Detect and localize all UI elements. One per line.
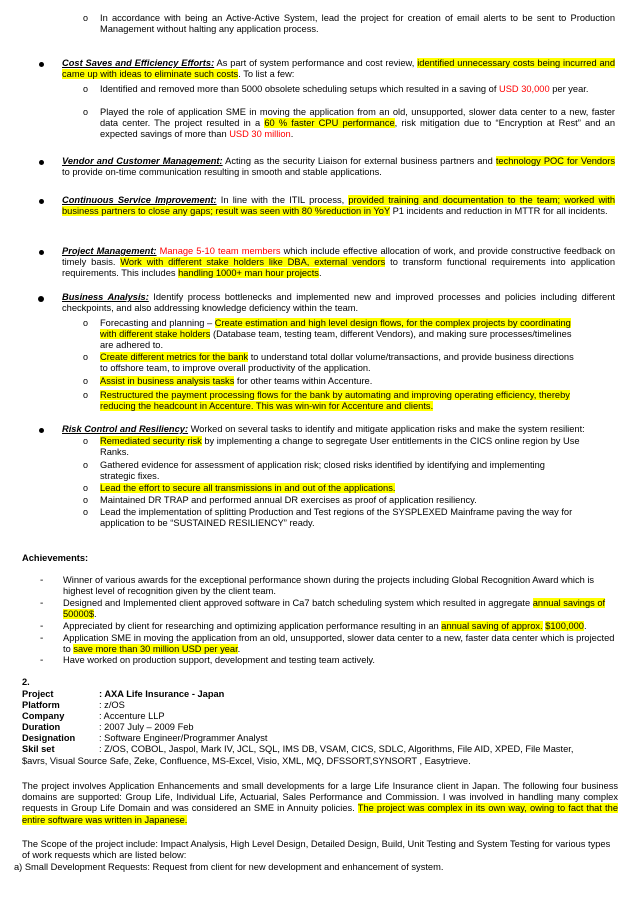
sub-bullet-transmissions: Lead the effort to secure all transmissions in and out of the applications. [100,483,396,493]
skillset-continued: $avrs, Visual Source Safe, Zeke, Confluence, MS-Excel, Visio, XML, MQ, DFSSORT,SYNSORT , Easytrieve. [22,756,471,766]
achievement-optimization: Appreciated by client for researching and optimizing application performance resulting in an annual saving of approx. $100,000. [63,621,587,631]
bullet-marker [39,160,44,165]
sub-bullet-marker: o [83,84,89,94]
bullet-marker [39,199,44,204]
achievement-support: Have worked on production support, development and testing team actively. [63,655,375,665]
bullet-risk-control: Risk Control and Resiliency: Worked on several tasks to identify and mitigate application risks and make the system resilient: [62,424,585,434]
dash-marker: - [40,575,44,586]
sub-bullet-marker: o [83,436,89,446]
sub-bullet-marker: o [83,390,89,400]
sub-bullet-assist: Assist in business analysis tasks for other teams within Accenture. [100,376,373,386]
company-label: Company [22,711,65,721]
sub-bullet-marker: o [83,460,89,470]
sub-bullet-marker: o [83,376,89,386]
achievement-awards: Winner of various awards for the exceptional performance shown during the projects including Global Recognition Award which is highest level of recognition given by the client team. [63,575,595,597]
achievements-heading: Achievements: [22,553,89,563]
sub-bullet-sysplexed: Lead the implementation of splitting Production and Test regions of the SYSPLEXED Mainframe paving the way for application to be “SUSTAINED RESILIENCY” ready. [100,507,573,529]
designation-label: Designation [22,733,76,743]
dash-marker: - [40,598,44,609]
bullet-marker [38,296,44,302]
designation-value: : Software Engineer/Programmer Analyst [99,733,268,743]
sub-bullet-marker: o [83,495,89,505]
dash-marker: - [40,633,44,644]
platform-value: : z/OS [99,700,125,710]
bullet-marker [39,62,44,67]
sub-bullet-restructured: Restructured the payment processing flows for the bank by automating and improving operating efficiency, thereby reducing the headcount in Accenture. This was win-win for Accenture and clients. [100,390,570,412]
project-scope: The Scope of the project include: Impact Analysis, High Level Design, Detailed Design, Build, Unit Testing and System Testing for various types of work requests which are listed below: [22,839,611,861]
sub-bullet-security-risk: Remediated security risk by implementing a change to segregate User entitlements in the CICS online region by Use Ranks. [100,436,580,458]
skillset-value: : Z/OS, COBOL, Jaspol, Mark IV, JCL, SQL, IMS DB, VSAM, CICS, SDLC, Algorithms, File AID, XPED, File Master, [99,744,574,754]
sub-bullet-marker: o [83,483,89,493]
project-description: The project involves Application Enhancements and small developments for a large Life Insurance client in Japan. The following four business domains are supported: Group Life, Individual Life, Actuarial, Sales Performance and Commission. I was involved in handling many complex requests in Group Life Domain and was considered an SME in Annuity policies. The project was complex in its own way, owing to fact that the entire software was written in Japanese. [22,781,618,825]
bullet-marker [39,250,44,255]
achievement-sme: Application SME in moving the application from an old, unsupported, slower data center to a new, faster data center which is projected to save more than 30 million USD per year. [63,633,615,655]
platform-label: Platform [22,700,60,710]
work-request-item: a) Small Development Requests: Request from client for new development and enhancement of system. [14,862,444,872]
project-value: : AXA Life Insurance - Japan [99,689,225,699]
project-label: Project [22,689,54,699]
bullet-continuous-service: Continuous Service Improvement: In line with the ITIL process, provided training and documentation to the team; worked with business partners to close any gaps; result was seen with 80 %reduction in YoY P1 incidents and reduction in MTTR for all incidents. [62,195,615,217]
duration-label: Duration [22,722,61,732]
sub-bullet-data-center: Played the role of application SME in moving the application from an old, unsupported, slower data center to a new, faster data center. The project resulted in a 60 % faster CPU performance, risk mitigation due to “Encryption at Rest” and an expected savings of more than USD 30 million. [100,107,615,140]
sub-bullet-evidence: Gathered evidence for assessment of application risk; closed risks identified by identifying and implementing strategic fixes. [100,460,545,482]
bullet-business-analysis: Business Analysis: Identify process bottlenecks and implemented new and improved processes and policies including different checkpoints, and also addressing knowledge deficiency within the team. [62,292,615,314]
bullet-vendor-management: Vendor and Customer Management: Acting as the security Liaison for external business partners and technology POC for Vendors to provide on-time communication resulting in smooth and stable applications. [62,156,615,178]
dash-marker: - [40,621,44,632]
achievement-ca7: Designed and Implemented client approved software in Ca7 batch scheduling system which resulted in aggregate annual savings of 50000$. [63,598,606,620]
sub-bullet-marker: o [83,352,89,362]
sub-bullet-marker: o [83,13,89,23]
sub-bullet-obsolete-setups: Identified and removed more than 5000 obsolete scheduling setups which resulted in a saving of USD 30,000 per year. [100,84,589,94]
company-value: : Accenture LLP [99,711,165,721]
skillset-label: Skil set [22,744,55,754]
project-number: 2. [22,677,30,687]
bullet-cost-saves: Cost Saves and Efficiency Efforts: As part of system performance and cost review, identified unnecessary costs being incurred and came up with ideas to eliminate such costs. To list a few: [62,58,615,80]
sub-bullet-metrics: Create different metrics for the bank to understand total dollar volume/transactions, and provide business directions to offshore team, to improve overall productivity of the application. [100,352,574,374]
sub-bullet-email-alerts: In accordance with being an Active-Active System, lead the project for creation of email alerts to be sent to Production Management without halting any application process. [100,13,615,35]
sub-bullet-dr-trap: Maintained DR TRAP and performed annual DR exercises as proof of application resiliency. [100,495,477,505]
sub-bullet-marker: o [83,318,89,328]
sub-bullet-marker: o [83,107,89,117]
bullet-project-management: Project Management: Manage 5-10 team members which include effective allocation of work, and provide constructive feedback on timely basis. Work with different stake holders like DBA, external vendors to transform functional requirements into application requirements. This includes handling 1000+ man hour projects. [62,246,615,279]
dash-marker: - [40,655,44,666]
bullet-marker [39,428,44,433]
sub-bullet-forecasting: Forecasting and planning – Create estimation and high level design flows, for the complex projects by coordinating with different stake holders (Database team, testing team, different Vendors), and making sure processes/timelines are adhered to. [100,318,572,351]
duration-value: : 2007 July – 2009 Feb [99,722,194,732]
sub-bullet-marker: o [83,507,89,517]
